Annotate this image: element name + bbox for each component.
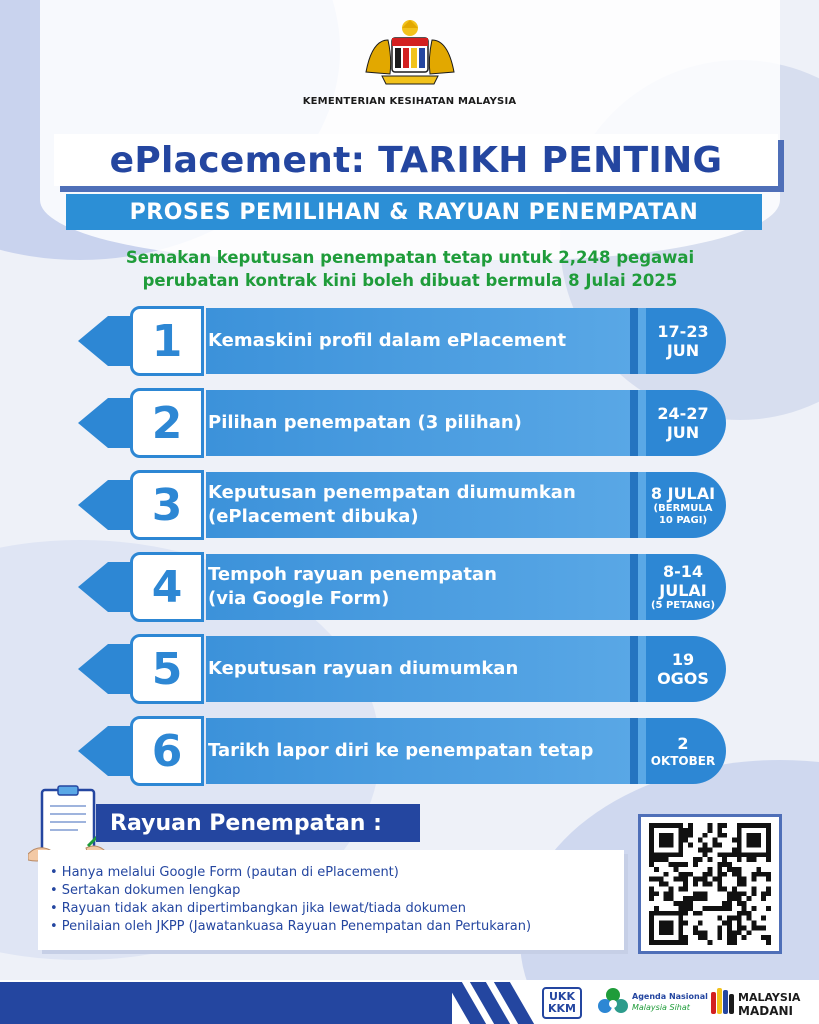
subtitle-banner [66,194,762,230]
step-date [638,394,728,452]
qr-code-icon [647,823,773,945]
step-date-line: OKTOBER [650,753,716,768]
intro-line: Semakan keputusan penempatan tetap untuk 2,248 pegawai [125,248,695,267]
step-date-line: JUN [666,423,700,442]
step-date-line: 19 [671,650,695,669]
title-banner [54,134,778,186]
agenda-nasional-logo [596,986,708,1020]
step-label [208,716,638,786]
page-title: ePlacement: TARIKH PENTING [109,139,723,181]
step-date-line: 2 [677,733,689,753]
ukk-line: UKK [549,990,575,1003]
step-number: 1 [130,306,204,376]
appeal-heading: Rayuan Penempatan : [96,804,420,842]
malaysia-coat-of-arms-icon [362,18,458,92]
step-date-note: (BERMULA 10 PAGI) [653,502,713,526]
step-number: 5 [130,634,204,704]
step-date [638,722,728,780]
step-date-note: (5 PETANG) [650,600,716,611]
step-label [208,634,638,704]
malaysia-madani-logo [708,986,808,1020]
madani-hand-icon [708,986,736,1020]
step-label-line: Keputusan rayuan diumumkan [208,658,519,679]
agenda-line: Agenda Nasional [632,992,708,1001]
step-date-line: 24-27 [657,404,709,423]
list-item: • Rayuan tidak akan dipertimbangkan jika lewat/tiada dokumen [50,901,466,916]
intro-line: perubatan kontrak kini boleh dibuat bermula 8 Julai 2025 [142,271,678,290]
step-label [208,552,638,622]
appeal-list [38,850,624,950]
step-date [638,476,728,534]
step-date [638,312,728,370]
timeline-step-1 [78,306,728,376]
step-label-line: Tempoh rayuan penempatan [208,564,497,585]
step-label-line: Pilihan penempatan (3 pilihan) [208,412,522,433]
page-subtitle: PROSES PEMILIHAN & RAYUAN PENEMPATAN [129,199,699,225]
timeline-step-4 [78,552,728,622]
flower-icon [596,986,630,1020]
intro-text [60,246,760,292]
agenda-line: Malaysia Sihat [632,1003,690,1012]
timeline-step-2 [78,388,728,458]
step-label-line: (via Google Form) [208,588,390,609]
step-date-line: 8 JULAI [650,483,716,503]
list-item: • Sertakan dokumen lengkap [50,883,241,898]
ukk-line: KKM [548,1002,576,1015]
madani-line: MADANI [738,1004,793,1018]
step-date-line: OGOS [657,669,709,688]
step-number: 4 [130,552,204,622]
list-item: • Hanya melalui Google Form (pautan di ePlacement) [50,865,399,880]
step-number: 2 [130,388,204,458]
step-label-line: Kemaskini profil dalam ePlacement [208,330,567,351]
step-date-line: JULAI [659,581,707,600]
step-date-line: 17-23 [657,322,709,341]
step-number: 3 [130,470,204,540]
step-label-line: Keputusan penempatan diumumkan [208,482,576,503]
step-label-line: Tarikh lapor diri ke penempatan tetap [208,740,594,761]
step-label [208,306,638,376]
step-label [208,388,638,458]
ukk-kkm-logo [542,987,582,1019]
footer-band [0,982,452,1024]
step-label [208,470,638,540]
timeline-step-5 [78,634,728,704]
step-label-line: (ePlacement dibuka) [208,506,419,527]
step-date-line: JUN [666,341,700,360]
step-date [638,640,728,698]
step-date [638,558,728,616]
timeline-step-3 [78,470,728,540]
ministry-name: KEMENTERIAN KESIHATAN MALAYSIA [302,96,517,107]
timeline-step-6 [78,716,728,786]
madani-line: MALAYSIA [738,991,801,1004]
step-date-line: 8-14 [662,562,704,581]
list-item: • Penilaian oleh JKPP (Jawatankuasa Rayuan Penempatan dan Pertukaran) [50,919,532,934]
qr-code[interactable] [638,814,782,954]
step-number: 6 [130,716,204,786]
